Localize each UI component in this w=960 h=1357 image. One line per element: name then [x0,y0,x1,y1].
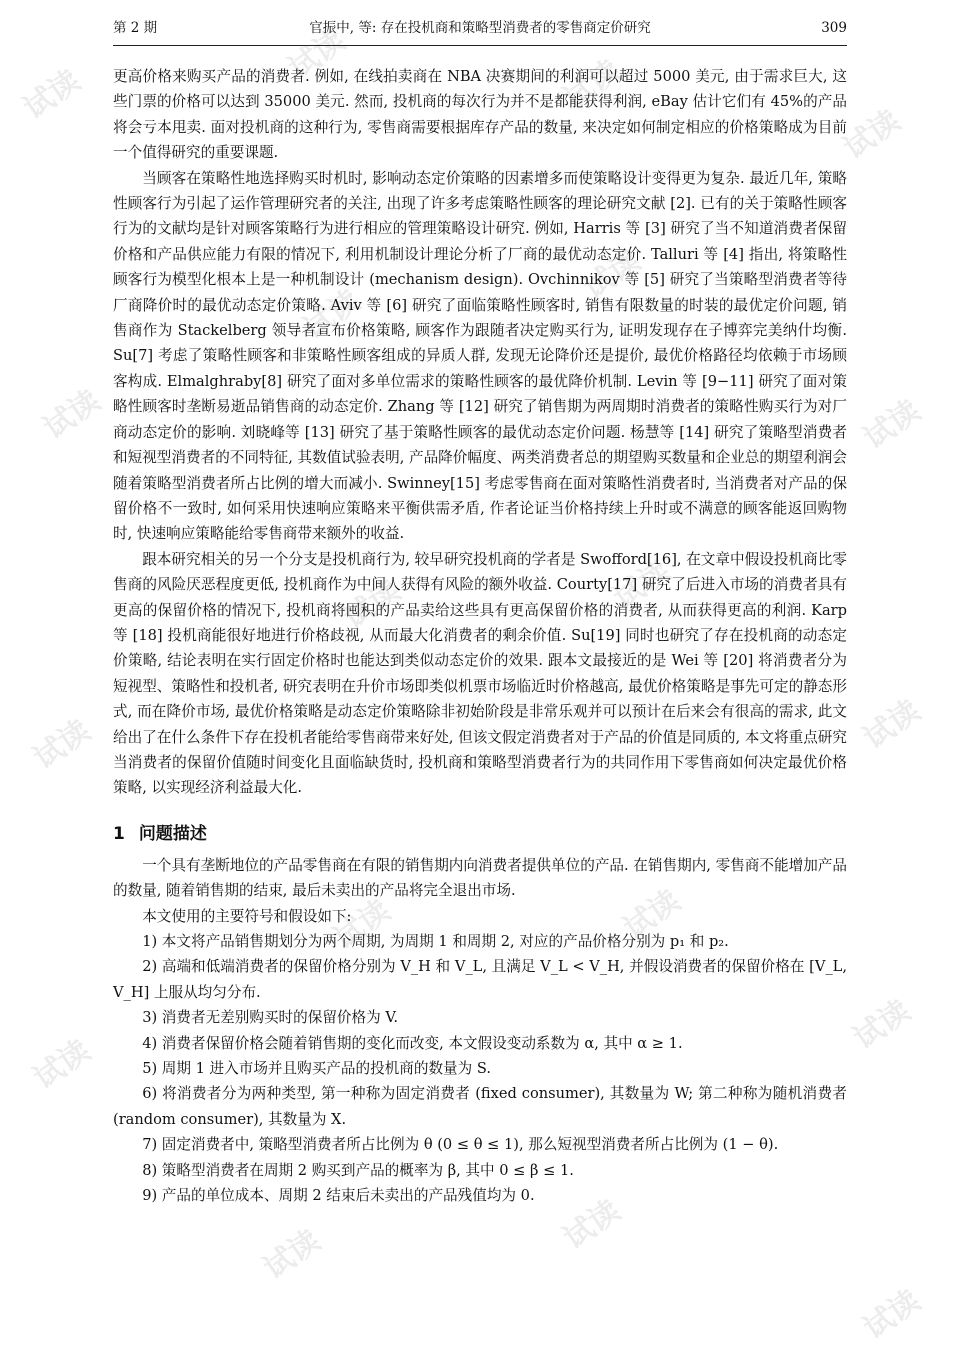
watermark: 试读 [847,993,917,1057]
assumption-item: 8) 策略型消费者在周期 2 购买到产品的概率为 β, 其中 0 ≤ β ≤ 1. [142,1161,574,1179]
assumption-item: 7) 固定消费者中, 策略型消费者所占比例为 θ (0 ≤ θ ≤ 1), 那么短视型消费者所占比例为 (1 − θ). [142,1136,779,1154]
watermark: 试读 [37,383,107,447]
page-number: 309 [821,20,847,36]
watermark: 试读 [337,573,407,637]
watermark: 试读 [857,693,927,757]
running-header [113,16,847,40]
assumption-item: 2) 高端和低端消费者的保留价格分别为 V_H 和 V_L, 且满足 V_L < V_H, 并假设消费者的保留价格在 [V_L, V_H] 上服从均匀分布. [113,958,847,1001]
watermark: 试读 [857,1283,927,1347]
assumption-item: 3) 消费者无差别购买时的保留价格为 V. [142,1009,398,1027]
assumption-item: 4) 消费者保留价格会随着销售期的变化而改变, 本文假设变动系数为 α, 其中 α ≥ 1. [142,1034,683,1052]
assumption-item: 1) 本文将产品销售期划分为两个周期, 为周期 1 和周期 2, 对应的产品价格分别为 p₁ 和 p₂. [142,933,729,950]
watermark: 试读 [557,1193,627,1257]
section-title: 问题描述 [138,823,207,844]
section-heading [113,821,847,847]
assumption-item: 9) 产品的单位成本、周期 2 结束后未卖出的产品残值均为 0. [142,1187,535,1205]
watermark: 试读 [857,393,927,457]
watermark: 试读 [17,63,87,127]
watermark: 试读 [257,1223,327,1287]
issue-number: 第 2 期 [113,20,158,36]
watermark: 试读 [837,103,907,167]
paragraph: 一个具有垄断地位的产品零售商在有限的销售期内向消费者提供单位的产品. 在销售期内, 零售商不能增加产品的数量, 随着销售期的结束, 最后未卖出的产品将完全退出市场. [113,856,847,900]
header-rule [113,45,847,46]
watermark: 试读 [297,283,367,347]
watermark: 试读 [557,53,627,117]
watermark: 试读 [577,243,647,307]
watermark: 试读 [27,1033,97,1097]
watermark: 试读 [617,883,687,947]
section-number: 1 [113,823,125,844]
paragraph: 更高价格来购买产品的消费者. 例如, 在线拍卖商在 NBA 决赛期间的利润可以超过 5000 美元, 由于需求巨大, 这些门票的价格可以达到 35000 美元. 然而, 投机商的每次行为并不是都能获得利润, eBay 估计它们有 45%的产品将会亏本甩卖. 面对投机商的这种行为, 零售商需要根据库存产品的数量, 来决定如何制定相应的价格策略成为目前一个值得研究的重要课题. [113,68,847,162]
paragraph: 跟本研究相关的另一个分支是投机商行为, 较早研究投机商的学者是 Swofford[16], 在文章中假设投机商比零售商的风险厌恶程度更低, 投机商作为中间人获得有风险的额外收益. Courty[17] 研究了后进入市场的消费者具有更高的保留价格的情况下, 投机商将囤积的产品卖给这些具有更高保留价格的消费者, 从而获得更高的利润. Karp 等 [18] 投机商能很好地进行价格歧视, 从而最大化消费者的剩余价值. Su[19] 同时也研究了存在投机商的动态定价策略, 结论表明在实行固定价格时也能达到类似动态定价的效果. 跟本文最接近的是 Wei 等 [20] 将消费者分为短视型、策略性和投机者, 研究表明在升价市场即类似机票市场临近时价格越高, 最优价格策略是事先可定的静态形式, 而在降价市场, 最优价格策略是动态定价策略除非初始阶段是非常乐观并可以预计在后来会有很高的需求, 此文给出了在什么条件下存在投机者能给零售商带来好处, 但该文假定消费者对于产品的价值是同质的, 本文将重点研究当消费者的保留价值随时间变化且面临缺货时, 投机商和策略型消费者行为的共同作用下零售商如何决定最优价格策略, 以实现经济利益最大化. [113,550,847,797]
body-text [113,64,847,1208]
assumption-item: 5) 周期 1 进入市场并且购买产品的投机商的数量为 S. [142,1060,491,1078]
watermark: 试读 [282,23,352,87]
running-title: 官振中, 等: 存在投机商和策略型消费者的零售商定价研究 [309,20,651,36]
assumption-item: 6) 将消费者分为两种类型, 第一种称为固定消费者 (fixed consumer), 其数量为 W; 第二种称为随机消费者 (random consumer), 其数量为 X. [113,1085,847,1128]
assumption-list [113,929,847,1208]
paragraph: 当顾客在策略性地选择购买时机时, 影响动态定价策略的因素增多而使策略设计变得更为复杂. 最近几年, 策略性顾客行为引起了运作管理研究者的关注, 出现了许多考虑策略性顾客的理论研究文献 [2]. 已有的关于策略性顾客行为的文献均是针对顾客策略行为进行相应的管理策略设计研究. 例如, Harris 等 [3] 研究了当不知道消费者保留价格和产品供应能力有限的情况下, 利用机制设计理论分析了厂商的最优动态定价. Talluri 等 [4] 指出, 将策略性顾客行为模型化根本上是一种机制设计 (mechanism design). Ovchinnikov 等 [5] 研究了当策略型消费者等待厂商降价时的最优动态定价策略. Aviv 等 [6] 研究了面临策略性顾客时, 销售有限数量的时装的最优定价问题, 销售商作为 Stackelberg 领导者宣布价格策略, 顾客作为跟随者决定购买行为, 证明发现存在子博弈完美纳什均衡. Su[7] 考虑了策略性顾客和非策略性顾客组成的异质人群, 发现无论降价还是提价, 最优价格路径均依赖于市场顾客构成. Elmalghraby[8] 研究了面对多单位需求的策略性顾客的最优降价机制. Levin 等 [9−11] 研究了面对策略性顾客时垄断易逝品销售商的动态定价. Zhang 等 [12] 研究了销售期为两周期时消费者的策略性购买行为对厂商动态定价的影响. 刘晓峰等 [13] 研究了基于策略性顾客的最优动态定价问题. 杨慧等 [14] 研究了策略型消费者和短视型消费者的不同特征, 其数值试验表明, 产品降价幅度、两类消费者总的期望购买数量和企业总的期望利润会随着策略型消费者所占比例的增大而减小. Swinney[15] 考虑零售商在面对策略性消费者时, 当消费者对产品的保留价格不一致时, 如何采用快速响应策略来平衡供需矛盾, 作者论证当价格持续上升时或不满意的顾客能返回购物时, 快速响应策略能给零售商带来额外的收益. [113,169,847,543]
watermark: 试读 [327,893,397,957]
watermark: 试读 [607,553,677,617]
paragraph: 本文使用的主要符号和假设如下: [142,907,352,925]
watermark: 试读 [27,713,97,777]
